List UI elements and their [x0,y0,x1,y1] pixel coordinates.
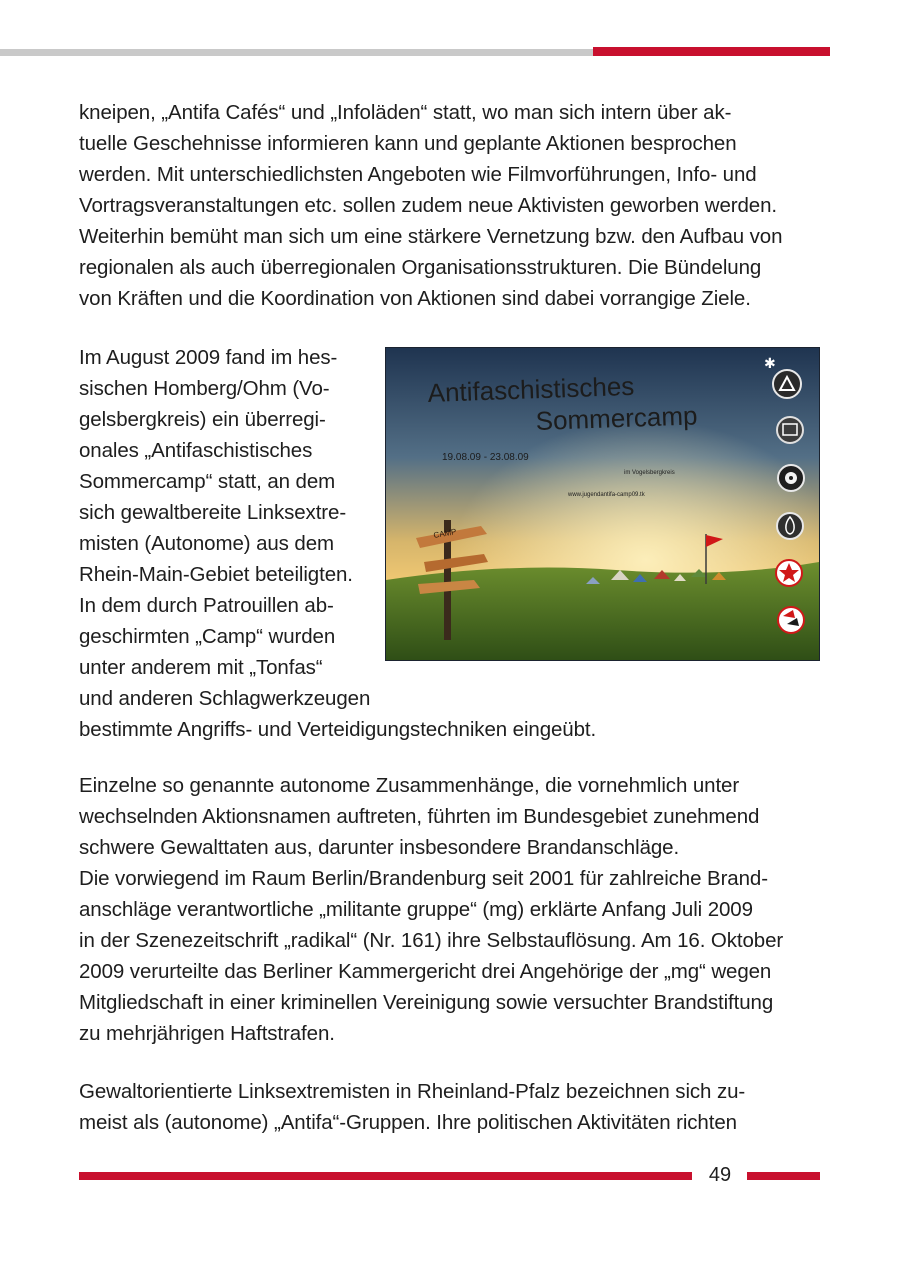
paragraph-1 [79,97,782,314]
text-line: 2009 verurteilte das Berliner Kammergericht drei Angehörige der „mg“ wegen [79,960,772,983]
text-line: gelsbergkreis) ein überregi- [79,408,326,431]
flame-circle-icon [777,513,803,539]
paragraph-3 [79,770,783,1049]
text-line: tuelle Geschehnisse informieren kann und geplante Aktionen besprochen [79,132,737,155]
text-line: Rhein-Main-Gebiet beteiligten. [79,563,353,586]
header-rule-red [593,47,830,56]
text-line: regionalen als auch überregionalen Organisationsstrukturen. Die Bündelung [79,256,762,279]
star-icon: ✱ [764,356,776,372]
poster-title-line2: Sommercamp [535,400,698,436]
text-line: zu mehrjährigen Haftstrafen. [79,1022,335,1045]
text-line: in der Szenezeitschrift „radikal“ (Nr. 161) ihre Selbstauflösung. Am 16. Oktober [79,929,784,952]
text-line: anschläge verantwortliche „militante gruppe“ (mg) erklärte Anfang Juli 2009 [79,898,753,921]
text-line: misten (Autonome) aus dem [79,532,335,555]
header-rule-gray [0,49,593,56]
footer-rule-left [79,1172,692,1180]
triangle-circle-icon [773,370,801,398]
poster-url: www.jugendantifa-camp09.tk [568,492,645,498]
text-line: Im August 2009 fand im hes- [79,346,338,369]
poster-dates: 19.08.09 - 23.08.09 [442,452,529,463]
text-line: onales „Antifaschistisches [79,439,313,462]
text-line: geschirmten „Camp“ wurden [79,625,336,648]
text-line: Mitgliedschaft in einer kriminellen Vereinigung sowie versuchter Brandstiftung [79,991,774,1014]
text-line: Gewaltorientierte Linksextremisten in Rheinland-Pfalz bezeichnen sich zu- [79,1080,746,1103]
paragraph-4 [79,1076,745,1138]
sommercamp-poster-image [385,347,820,661]
text-line: Vortragsveranstaltungen etc. sollen zudem neue Aktivisten geworben werden. [79,194,777,217]
record-circle-icon [778,465,804,491]
text-line: von Kräften und die Koordination von Aktionen sind dabei vorrangige Ziele. [79,287,751,310]
text-line: Sommercamp“ statt, an dem [79,470,336,493]
text-line: wechselnden Aktionsnamen auftreten, führten im Bundesgebiet zunehmend [79,805,760,828]
text-line: werden. Mit unterschiedlichsten Angeboten wie Filmvorführungen, Info- und [79,163,757,186]
footer-rule-right [747,1172,820,1180]
text-line: Die vorwiegend im Raum Berlin/Brandenburg seit 2001 für zahlreiche Brand- [79,867,768,890]
text-line: bestimmte Angriffs- und Verteidigungstechniken eingeübt. [79,718,597,741]
text-line: und anderen Schlagwerkzeugen [79,687,371,710]
text-line: meist als (autonome) „Antifa“-Gruppen. Ihre politischen Aktivitäten richten [79,1111,737,1134]
text-line: Einzelne so genannte autonome Zusammenhänge, die vornehmlich unter [79,774,740,797]
text-line: Weiterhin bemüht man sich um eine stärkere Vernetzung bzw. den Aufbau von [79,225,783,248]
text-line: sischen Homberg/Ohm (Vo- [79,377,330,400]
text-line: sich gewaltbereite Linksextre- [79,501,347,524]
text-line: unter anderem mit „Tonfas“ [79,656,323,679]
antifa-flags-circle-icon [778,607,804,633]
red-star-circle-icon [776,560,802,586]
poster-title-line1: Antifaschistisches [427,370,635,408]
sign-label: CAMP [432,527,458,540]
book-circle-icon [777,417,803,443]
poster-location: im Vogelsbergkreis [624,470,675,476]
text-line: schwere Gewalttaten aus, darunter insbesondere Brandanschläge. [79,836,680,859]
text-line: In dem durch Patrouillen ab- [79,594,334,617]
text-line: kneipen, „Antifa Cafés“ und „Infoläden“ statt, wo man sich intern über ak- [79,101,732,124]
page-number: 49 [708,1164,732,1186]
